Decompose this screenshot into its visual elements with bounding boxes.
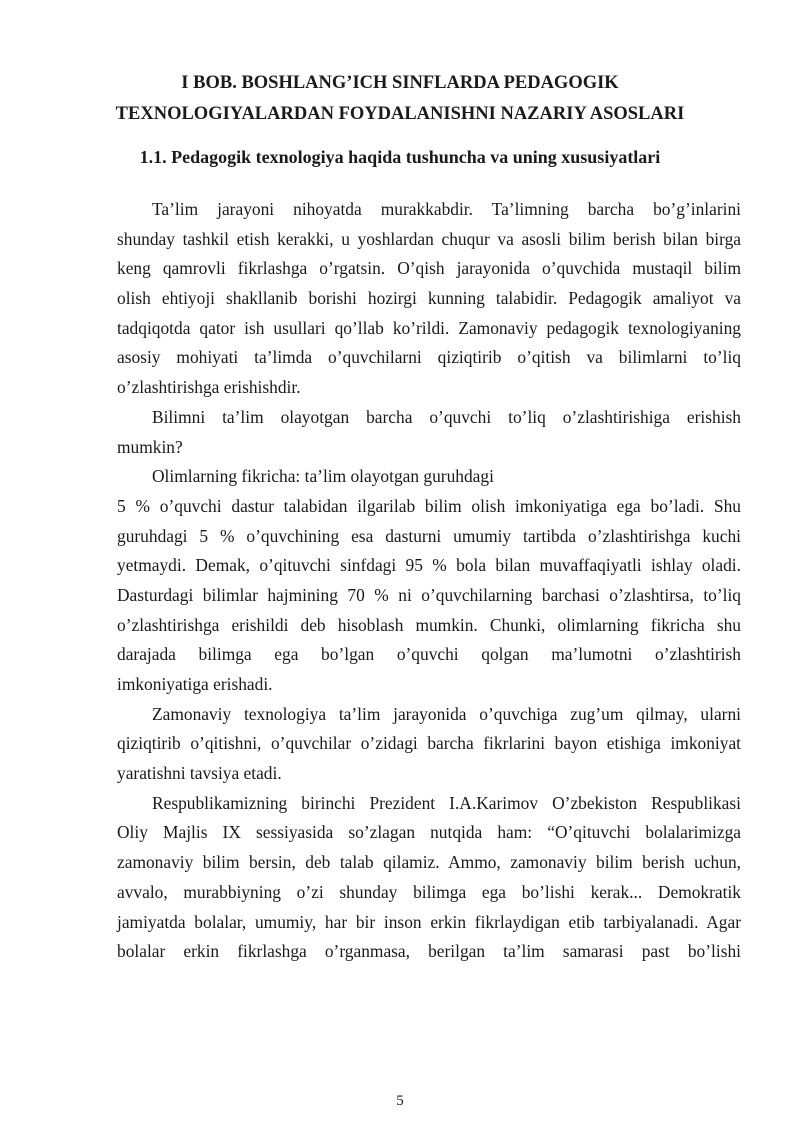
text-line: olish ehtiyoji shakllanib borishi hozirgi kunning talabidir. Pedagogik amaliyot va [117,288,741,309]
text-line: 5 % o’quvchi dastur talabidan ilgarilab bilim olish imkoniyatiga ega bo’ladi. Shu [117,495,741,516]
text-line: shunday tashkil etish kerakki, u yoshlardan chuqur va asosli bilim berish bilan birga [117,228,741,249]
text-line: Ta’lim jarayoni nihoyatda murakkabdir. Ta’limning barcha bo’g’inlarini [152,199,741,219]
text-line: Olimlarning fikricha: ta’lim olayotgan guruhdagi [152,466,494,487]
text-line: jamiyatda bolalar, umumiy, har bir inson erkin fikrlaydigan etib tarbiyalanadi. Agar [117,911,741,932]
body-text [117,195,741,967]
text-line: zamonaviy bilim bersin, deb talab qilamiz. Ammo, zamonaviy bilim berish uchun, [117,852,741,873]
text-line: o’zlashtirishga erishishdir. [117,377,301,398]
text-line: darajada bilimga ega bo’lgan o’quvchi qolgan ma’lumotni o’zlashtirish [117,644,741,665]
text-line: Bilimni ta’lim olayotgan barcha o’quvchi to’liq o’zlashtirishiga erishish [152,406,741,427]
text-line: mumkin? [117,436,183,457]
text-line: asosiy mohiyati ta’limda o’quvchilarni qiziqtirib o’qitish va bilimlarni to’liq [117,347,741,368]
chapter-title-line-1: I BOB. BOSHLANG’ICH SINFLARDA PEDAGOGIK [181,73,619,93]
text-line: qiziqtirib o’qitishni, o’quvchilar o’zidagi barcha fikrlarini bayon etishiga imkoniyat [117,733,741,754]
text-line: Oliy Majlis IX sessiyasida so’zlagan nutqida ham: “O’qituvchi bolalarimizga [117,822,741,843]
text-line: Zamonaviy texnologiya ta’lim jarayonida o’quvchiga zug’um qilmay, ularni [152,703,741,724]
chapter-title-line-2: TEXNOLOGIYALARDAN FOYDALANISHNI NAZARIY ASOSLARI [115,104,685,124]
text-line: keng qamrovli fikrlashga o’rgatsin. O’qish jarayonida o’quvchida mustaqil bilim [117,258,741,279]
text-line: o’zlashtirishga erishildi deb hisoblash mumkin. Chunki, olimlarning fikricha shu [117,614,741,635]
text-line: yaratishni tavsiya etadi. [117,763,282,784]
text-line: Respublikamizning birinchi Prezident I.A.Karimov O’zbekiston Respublikasi [152,792,741,813]
text-line: Dasturdagi bilimlar hajmining 70 % ni o’quvchilarning barchasi o’zlashtirsa, to’liq [117,584,741,605]
text-line: avvalo, murabbiyning o’zi shunday bilimga ega bo’lishi kerak... Demokratik [117,881,741,902]
text-line: guruhdagi 5 % o’quvchining esa dasturni umumiy tartibda o’zlashtirishga kuchi [117,525,741,546]
text-line: imkoniyatiga erishadi. [117,674,273,694]
page-number: 5 [396,1093,404,1109]
section-title: 1.1. Pedagogik texnologiya haqida tushuncha va uning xususiyatlari [139,147,661,167]
text-line: yetmaydi. Demak, o’qituvchi sinfdagi 95 % bola bilan muvaffaqiyatli ishlay oladi. [117,555,741,576]
text-line: bolalar erkin fikrlashga o’rganmasa, berilgan ta’lim samarasi past bo’lishi [117,941,741,962]
text-line: tadqiqotda qator ish usullari qo’llab ko’rildi. Zamonaviy pedagogik texnologiyaning [117,317,741,338]
